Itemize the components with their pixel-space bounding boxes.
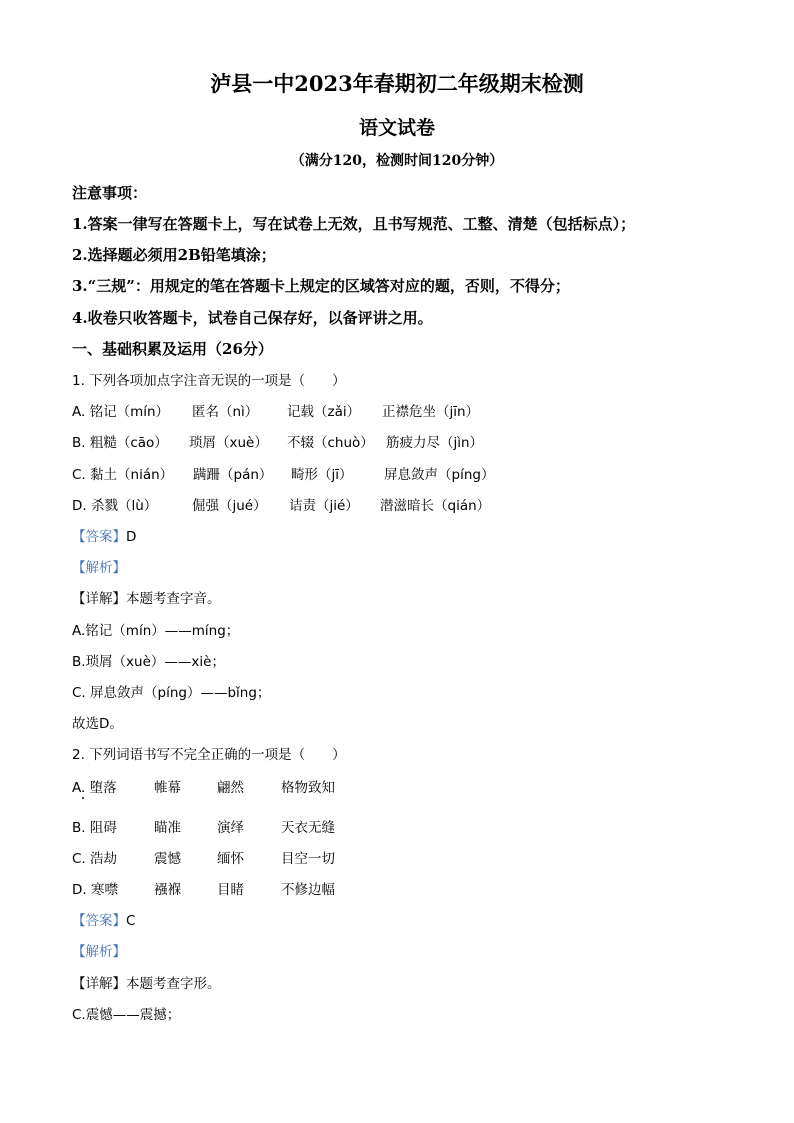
q1-option-b-word: 琐屑（xuè） — [189, 435, 268, 451]
notice-heading: 注意事项： — [72, 184, 148, 202]
q2-option-a-word: 格物致知 — [281, 780, 335, 796]
q1-option-c-word: 畸形（jī） — [291, 467, 353, 483]
q2-option-a: A. 堕落 — [72, 780, 117, 796]
notice-item: 2.选择题必须用2B铅笔填涂； — [72, 246, 276, 264]
q2-answer — [72, 909, 135, 929]
exam-subtitle: 语文试卷 — [358, 117, 435, 139]
q2-option-b-word: 演绎 — [217, 820, 244, 836]
q1-option-c-word: 屏息敛声（píng） — [384, 467, 495, 483]
q1-option-d-word: 潜滋暗长（qián） — [380, 498, 491, 514]
q1-analysis — [72, 556, 126, 576]
score-info: （满分120，检测时间120分钟） — [290, 153, 504, 169]
analysis-tag: 【解析】 — [72, 944, 126, 960]
answer-tag: 【答案】 — [72, 913, 126, 929]
q1-option-a-word: 正襟危坐（jīn） — [382, 404, 480, 420]
q1-option-d-word: 诘责（jié） — [289, 498, 359, 514]
detail-text: 本题考查字音。 — [126, 591, 221, 607]
q2-option-c-word: 震憾 — [154, 851, 181, 867]
answer-value: C — [126, 913, 136, 929]
q1-explanation-line: C. 屏息敛声（píng）——bǐng； — [72, 685, 271, 701]
answer-value: D — [126, 529, 137, 545]
exam-title: 泸县一中2023年春期初二年级期末检测 — [210, 71, 584, 96]
q1-option-b: B. 粗糙（cāo） — [72, 435, 168, 451]
question-1-stem: 1. 下列各项加点字注音无误的一项是（ ） — [72, 373, 346, 389]
question-2-stem: 2. 下列词语书写不完全正确的一项是（ ） — [72, 747, 346, 763]
detail-text: 本题考查字形。 — [126, 976, 221, 992]
notice-item: 4.收卷只收答题卡，试卷自己保存好，以备评讲之用。 — [72, 309, 433, 327]
q1-answer — [72, 525, 136, 545]
q1-option-c: C. 黏土（nián） — [72, 467, 174, 483]
q1-option-a-word: 匿名（nì） — [192, 404, 259, 420]
q1-option-d-word: 倔强（jué） — [192, 498, 267, 514]
answer-tag: 【答案】 — [72, 529, 126, 545]
q1-option-a: A. 铭记（mín） — [72, 404, 170, 420]
notice-item: 1.答案一律写在答题卡上，写在试卷上无效，且书写规范、工整、清楚（包括标点）； — [72, 215, 636, 233]
q2-option-b-word: 瞄准 — [154, 820, 181, 836]
q1-option-d: D. 杀戮（lù） — [72, 498, 158, 514]
detail-tag: 【详解】 — [72, 976, 126, 992]
q2-option-c-word: 缅怀 — [217, 851, 244, 867]
q2-option-d-word: 襁褓 — [154, 882, 181, 898]
q1-explanation-line: B.琐屑（xuè）——xiè； — [72, 654, 225, 670]
q1-option-b-word: 筋疲力尽（jìn） — [386, 435, 484, 451]
q2-option-b-word: 天衣无缝 — [281, 820, 335, 836]
q2-option-d-word: 目睹 — [217, 882, 244, 898]
q2-option-c-word: 目空一切 — [281, 851, 335, 867]
q2-detail — [72, 972, 221, 992]
section-heading: 一、基础积累及运用（26分） — [72, 340, 273, 358]
q2-option-d: D. 寒噤 — [72, 882, 118, 898]
q1-detail — [72, 587, 221, 607]
q1-option-a-word: 记载（zǎi） — [287, 404, 361, 420]
q1-explanation-line: A.铭记（mín）——míng； — [72, 623, 240, 639]
q2-analysis — [72, 940, 126, 960]
q2-option-a-word: 帷幕 — [154, 780, 181, 796]
q2-option-a-word: 翩然 — [217, 780, 244, 796]
q2-explanation-line: C.震憾——震撼； — [72, 1007, 181, 1023]
q2-option-d-word: 不修边幅 — [281, 882, 335, 898]
q1-option-c-word: 蹒跚（pán） — [193, 467, 273, 483]
q1-option-b-word: 不辍（chuò） — [287, 435, 374, 451]
q1-conclusion: 故选D。 — [72, 716, 123, 732]
q2-option-c: C. 浩劫 — [72, 851, 118, 867]
detail-tag: 【详解】 — [72, 591, 126, 607]
notice-item: 3.“三规”：用规定的笔在答题卡上规定的区域答对应的题，否则，不得分； — [72, 277, 570, 295]
emphasis-dot — [82, 797, 84, 799]
q2-option-b: B. 阻碍 — [72, 820, 117, 836]
analysis-tag: 【解析】 — [72, 560, 126, 576]
